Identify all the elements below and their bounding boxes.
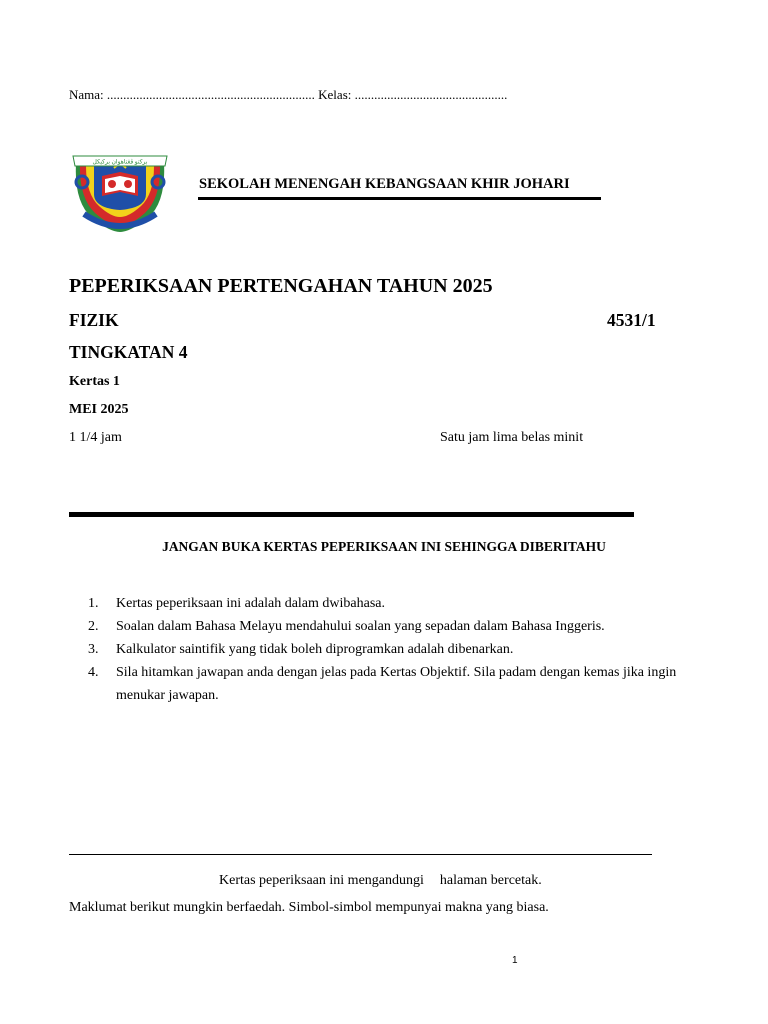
page-number: 1 [512, 955, 518, 966]
section-divider [69, 512, 634, 517]
footer-divider [69, 854, 652, 855]
instruction-text: Kalkulator saintifik yang tidak boleh diprogramkan adalah dibenarkan. [116, 642, 514, 657]
school-crest-logo [70, 142, 170, 234]
instruction-number: 4. [88, 665, 99, 680]
exam-duration-words: Satu jam lima belas minit [440, 430, 584, 445]
subject-name: FIZIK [69, 310, 119, 330]
page-count-note [219, 873, 542, 889]
instruction-text: Sila hitamkan jawapan anda dengan jelas pada Kertas Objektif. Sila padam dengan kemas jika ingin menukar jawapan. [116, 665, 677, 703]
school-name-underline [198, 197, 601, 200]
name-class-field: Nama: ................................................................ Kelas: ............................................... [69, 87, 508, 102]
paper-number: Kertas 1 [69, 374, 120, 389]
instruction-item [88, 592, 698, 615]
instruction-item [88, 638, 698, 661]
page-count-prefix: Kertas peperiksaan ini mengandungi [219, 873, 424, 888]
instruction-item [88, 615, 698, 638]
info-note: Maklumat berikut mungkin berfaedah. Simbol-simbol mempunyai makna yang biasa. [69, 900, 549, 915]
exam-duration: 1 1/4 jam [69, 430, 122, 445]
exam-title: PEPERIKSAAN PERTENGAHAN TAHUN 2025 [69, 275, 493, 297]
form-level: TINGKATAN 4 [69, 342, 188, 362]
instruction-number: 2. [88, 619, 99, 634]
instruction-text: Soalan dalam Bahasa Melayu mendahului soalan yang sepadan dalam Bahasa Inggeris. [116, 619, 605, 634]
subject-code: 4531/1 [607, 310, 656, 330]
crest-motto: بركتو ڤڠتاهوان بركيكل [92, 159, 148, 166]
instructions-list [88, 592, 698, 707]
warning-notice: JANGAN BUKA KERTAS PEPERIKSAAN INI SEHINGGA DIBERITAHU [162, 539, 606, 554]
instruction-number: 1. [88, 596, 99, 611]
instruction-item [88, 661, 698, 707]
instruction-text: Kertas peperiksaan ini adalah dalam dwibahasa. [116, 596, 386, 611]
exam-date: MEI 2025 [69, 402, 129, 417]
school-name: SEKOLAH MENENGAH KEBANGSAAN KHIR JOHARI [199, 176, 570, 192]
instruction-number: 3. [88, 642, 99, 657]
page-count-suffix: halaman bercetak. [439, 873, 542, 888]
